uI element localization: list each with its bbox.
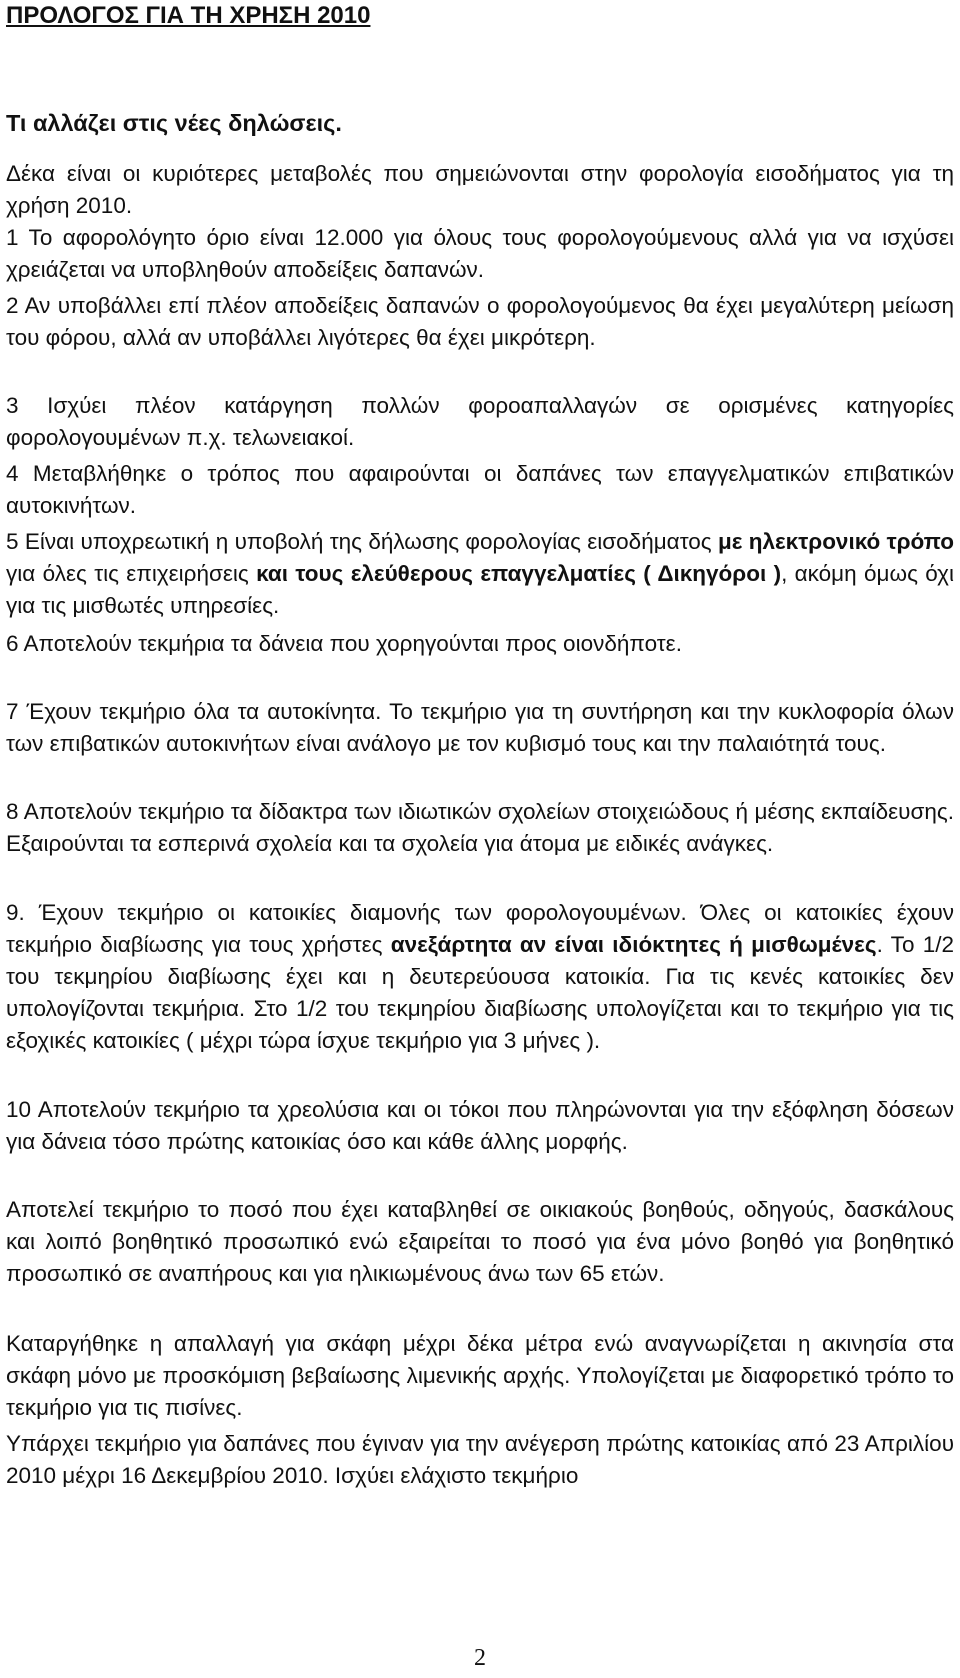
item-4-paragraph: 4 Μεταβλήθηκε ο τρόπος που αφαιρούνται οι δαπάνες των επαγγελματικών επιβατικών αυτοκινήτων. [6, 461, 954, 518]
item-8-paragraph: 8 Αποτελούν τεκμήριο τα δίδακτρα των ιδιωτικών σχολείων στοιχειώδους ή μέσης εκπαίδευσης. Εξαιρούνται τα εσπερινά σχολεία και τα σχολεία για άτομα με ειδικές ανάγκες. [6, 799, 954, 856]
item-5-text-3: , ακόμη όμως όχι για τις μισθωτές υπηρεσίες. [6, 561, 954, 618]
item-9-bold-1: ανεξάρτητα αν είναι ιδιόκτητες ή μισθωμένες [390, 932, 877, 957]
intro-paragraph: Δέκα είναι οι κυριότερες μεταβολές που σημειώνονται στην φορολογία εισοδήματος για τη χρήση 2010. [6, 161, 954, 218]
domestic-staff-paragraph: Αποτελεί τεκμήριο το ποσό που έχει καταβληθεί σε οικιακούς βοηθούς, οδηγούς, δασκάλους και λοιπό βοηθητικό προσωπικό ενώ εξαιρείται το ποσό για ένα μόνο βοηθό για βοηθητικό προσωπικό σε αναπήρους και για ηλικιωμένους άνω των 65 ετών. [6, 1197, 954, 1286]
item-5-text-2: για όλες τις επιχειρήσεις [6, 561, 257, 586]
boats-paragraph: Καταργήθηκε η απαλλαγή για σκάφη μέχρι δέκα μέτρα ενώ αναγνωρίζεται η ακινησία στα σκάφη μόνο με προσκόμιση βεβαίωσης λιμενικής αρχής. Υπολογίζεται με διαφορετικό τρόπο το τεκμήριο για τις πισίνες. [6, 1331, 954, 1420]
document-title: ΠΡΟΛΟΓΟΣ ΓΙΑ ΤΗ ΧΡΗΣΗ 2010 [6, 2, 371, 29]
item-9-paragraph [6, 897, 954, 1057]
page-number: 2 [474, 1645, 486, 1671]
item-3-paragraph: 3 Ισχύει πλέον κατάργηση πολλών φοροαπαλλαγών σε ορισμένες κατηγορίες φορολογουμένων π.χ. τελωνειακοί. [6, 393, 954, 450]
item-1-paragraph: 1 Το αφορολόγητο όριο είναι 12.000 για όλους τους φορολογούμενους αλλά για να ισχύσει χρειάζεται να υποβληθούν αποδείξεις δαπανών. [6, 225, 954, 282]
item-10-paragraph: 10 Αποτελούν τεκμήριο τα χρεολύσια και οι τόκοι που πληρώνονται για την εξόφληση δόσεων για δάνεια τόσο πρώτης κατοικίας όσο και κάθε άλλης μορφής. [6, 1097, 954, 1154]
item-5-bold-2: και τους ελεύθερους επαγγελματίες ( Δικηγόροι ) [256, 561, 782, 586]
construction-paragraph: Υπάρχει τεκμήριο για δαπάνες που έγιναν για την ανέγερση πρώτης κατοικίας από 23 Απριλίου 2010 μέχρι 16 Δεκεμβρίου 2010. Ισχύει ελάχιστο τεκμήριο [6, 1431, 954, 1488]
item-9-text-1: 9. Έχουν τεκμήριο οι κατοικίες διαμονής των φορολογουμένων. Όλες οι κατοικίες έχουν τεκμήριο διαβίωσης για τους χρήστες [6, 900, 954, 957]
item-9-text-2: . Το 1/2 του τεκμηρίου διαβίωσης έχει και η δευτερεύουσα κατοικία. Για τις κενές κατοικίες δεν υπολογίζονται τεκμήρια. Στο 1/2 του τεκμηρίου διαβίωσης υπολογίζεται και το τεκμήριο για τις εξοχικές κατοικίες ( μέχρι τώρα ίσχυε τεκμήριο για 3 μήνες ). [6, 932, 954, 1053]
item-5-bold-1: με ηλεκτρονικό τρόπο [717, 529, 955, 554]
item-7-paragraph: 7 Έχουν τεκμήριο όλα τα αυτοκίνητα. Το τεκμήριο για τη συντήρηση και την κυκλοφορία όλων των επιβατικών αυτοκινήτων είναι ανάλογο με τον κυβισμό τους και την παλαιότητά τους. [6, 699, 954, 756]
item-5-paragraph [6, 526, 954, 622]
section-subtitle: Τι αλλάζει στις νέες δηλώσεις. [6, 110, 342, 136]
item-6-paragraph: 6 Αποτελούν τεκμήρια τα δάνεια που χορηγούνται προς οιονδήποτε. [6, 631, 682, 656]
item-5-text-1: 5 Είναι υποχρεωτική η υποβολή της δήλωσης φορολογίας εισοδήματος [6, 529, 718, 554]
item-2-paragraph: 2 Αν υποβάλλει επί πλέον αποδείξεις δαπανών ο φορολογούμενος θα έχει μεγαλύτερη μείωση του φόρου, αλλά αν υποβάλλει λιγότερες θα έχει μικρότερη. [6, 293, 954, 350]
